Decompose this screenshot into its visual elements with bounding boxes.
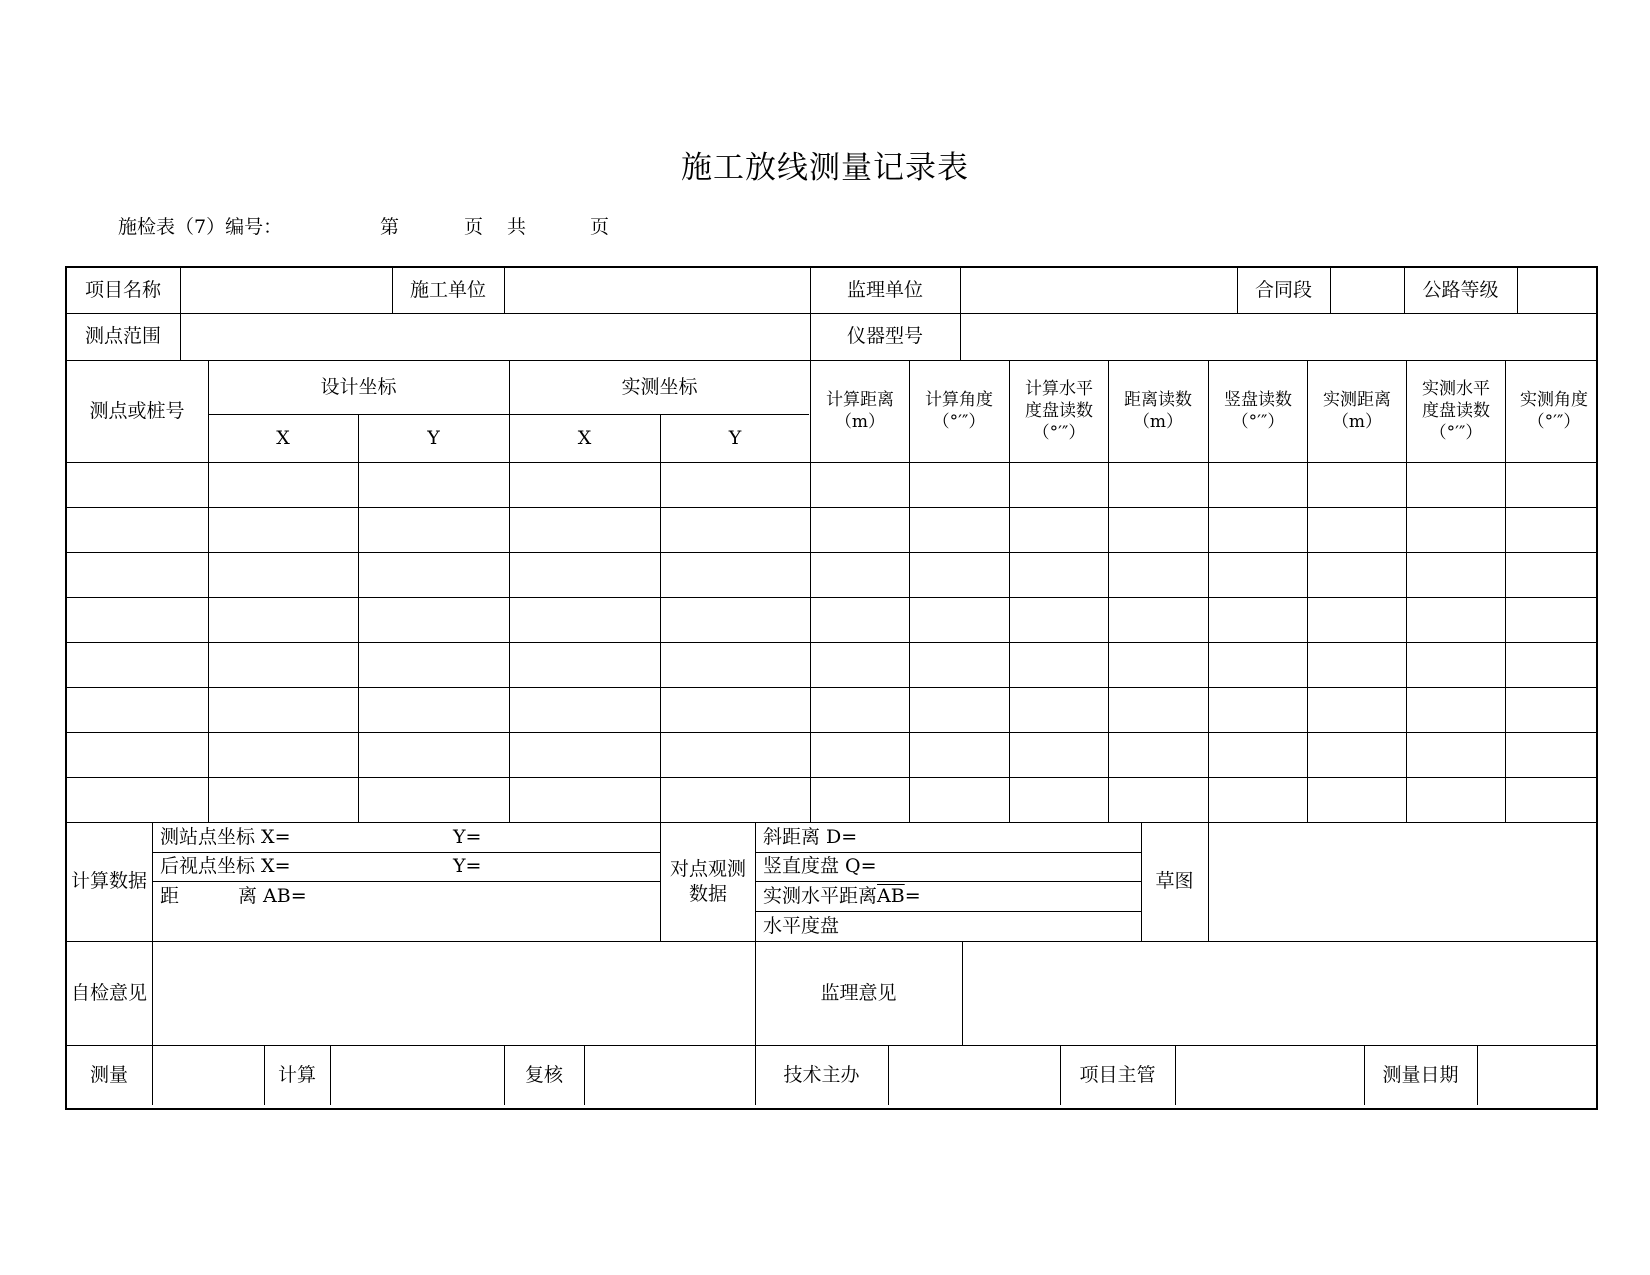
project-name-label: 项目名称 (84, 278, 161, 301)
col-divider (584, 1045, 585, 1105)
distance-label-b: 离 AB= (238, 884, 307, 907)
station-header: 测点或桩号 (89, 399, 185, 422)
col-divider (1208, 822, 1209, 941)
col-divider (1406, 360, 1407, 822)
horizontal-distance-label: 实测水平距离 (763, 884, 878, 907)
row-divider (66, 732, 1597, 733)
col-divider (660, 822, 661, 941)
col-divider (1517, 267, 1518, 313)
observation-data-label: 对点观测数据 (669, 857, 746, 905)
row-divider (66, 687, 1597, 688)
calc-distance-header: 计算距离（m） (826, 389, 894, 432)
survey-date-label: 测量日期 (1382, 1063, 1459, 1086)
distance-reading-header: 距离读数（m） (1124, 389, 1192, 432)
col-divider (888, 1045, 889, 1105)
form-title: 施工放线测量记录表 (681, 150, 969, 186)
col-divider (180, 267, 181, 360)
review-signature-label: 复核 (524, 1063, 563, 1086)
col-divider (1505, 360, 1506, 822)
col-divider (909, 360, 910, 822)
measured-y-header: Y (728, 426, 742, 449)
col-divider (960, 267, 961, 360)
col-divider (1307, 360, 1308, 822)
distance-label-a: 距 (160, 884, 180, 907)
ab-overline: $\overline{AB}$ (877, 884, 905, 907)
supervision-unit-label: 监理单位 (846, 278, 923, 301)
station-coord-y: Y= (453, 825, 482, 848)
design-y-header: Y (427, 426, 440, 449)
tech-lead-signature-label: 技术主办 (783, 1063, 860, 1086)
row-divider (66, 597, 1597, 598)
calc-angle-header: 计算角度（°′″） (925, 389, 993, 432)
col-divider (358, 414, 359, 822)
col-divider (810, 360, 811, 822)
col-divider (962, 941, 963, 1045)
measured-coords-header: 实测坐标 (621, 375, 698, 398)
survey-signature-label: 测量 (89, 1063, 128, 1086)
sketch-label: 草图 (1155, 870, 1194, 893)
project-manager-signature-label: 项目主管 (1079, 1063, 1156, 1086)
supervision-opinion-label: 监理意见 (820, 981, 897, 1004)
station-coord-x: 测站点坐标 X= (160, 825, 291, 848)
self-check-label: 自检意见 (70, 981, 147, 1004)
vertical-reading-header: 竖盘读数（°′″） (1224, 389, 1292, 432)
calculation-signature-label: 计算 (277, 1063, 316, 1086)
col-divider (1108, 360, 1109, 822)
total-unit: 页 (590, 216, 610, 238)
row-divider (66, 507, 1597, 508)
row-divider (152, 881, 660, 882)
col-divider (1477, 1045, 1478, 1105)
total-word: 共 (507, 216, 527, 238)
measured-horizontal-header: 实测水平度盘读数（°′″） (1422, 378, 1490, 444)
backsight-coord-y: Y= (453, 855, 482, 878)
design-coords-header: 设计坐标 (320, 375, 397, 398)
equals-sign: = (904, 884, 921, 907)
col-divider (660, 414, 661, 822)
form-number-label: 施检表（7）编号： (118, 216, 283, 238)
vertical-circle-field: 竖直度盘 Q= (763, 855, 877, 878)
row-divider (66, 552, 1597, 553)
col-divider (1330, 267, 1331, 313)
road-grade-label: 公路等级 (1422, 278, 1499, 301)
page-unit: 页 (464, 216, 484, 238)
calc-horizontal-header: 计算水平度盘读数（°′″） (1025, 378, 1093, 444)
col-divider (1009, 360, 1010, 822)
col-divider (1175, 1045, 1176, 1105)
calc-data-label: 计算数据 (70, 870, 147, 893)
measured-distance-header: 实测距离（m） (1323, 389, 1391, 432)
col-divider (1208, 360, 1209, 822)
page-word: 第 (380, 216, 400, 238)
design-x-header: X (276, 426, 290, 449)
contract-section-label: 合同段 (1254, 278, 1312, 301)
construction-unit-label: 施工单位 (409, 278, 486, 301)
instrument-model-label: 仪器型号 (846, 325, 923, 348)
col-divider (504, 267, 505, 313)
survey-range-label: 测点范围 (84, 325, 161, 348)
row-divider (66, 642, 1597, 643)
col-divider (330, 1045, 331, 1105)
measured-x-header: X (577, 426, 592, 449)
row-divider (66, 777, 1597, 778)
measured-angle-header: 实测角度（°′″） (1520, 389, 1588, 432)
backsight-coord-x: 后视点坐标 X= (160, 855, 291, 878)
horizontal-circle-field: 水平度盘 (763, 914, 840, 937)
horizontal-distance-field (755, 881, 1141, 911)
slope-distance-field: 斜距离 D= (763, 825, 858, 848)
row-divider (66, 462, 1597, 463)
